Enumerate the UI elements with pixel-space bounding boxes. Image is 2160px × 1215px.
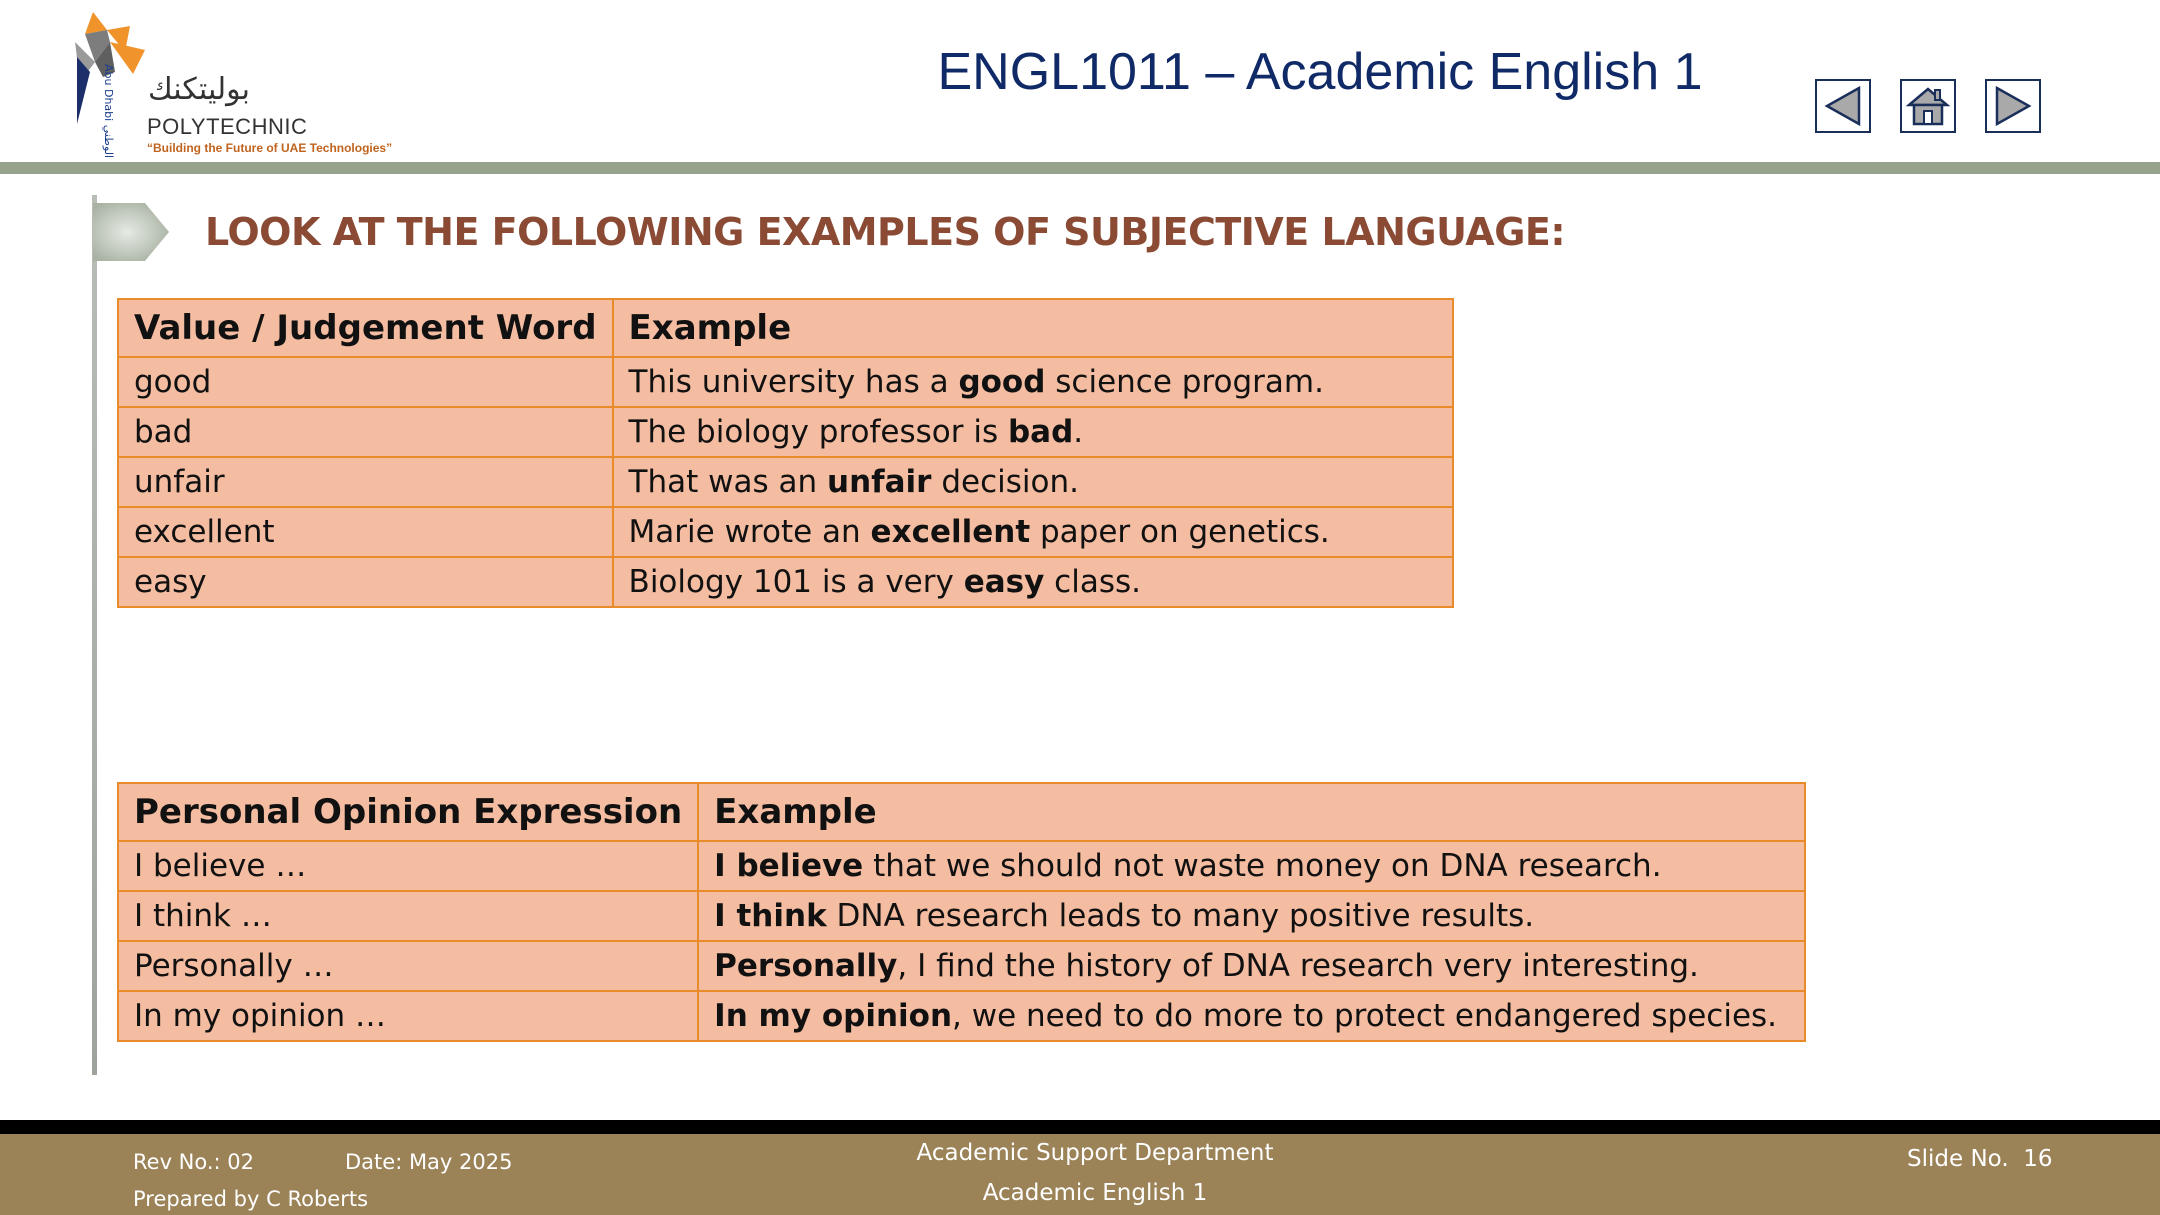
footer-bar [0, 1134, 2160, 1215]
revision-number: Rev No.: 02 [133, 1150, 255, 1174]
department-name: Academic Support Department [916, 1140, 1274, 1166]
word-cell: good [118, 357, 613, 407]
table-row [118, 357, 1453, 407]
example-cell: In my opinion, we need to do more to protect endangered species. [698, 991, 1805, 1041]
polytechnic-logo [55, 12, 393, 159]
example-cell: This university has a good science program. [613, 357, 1453, 407]
table-row [118, 991, 1805, 1041]
prepared-by: Prepared by C Roberts [133, 1187, 369, 1211]
previous-arrow-icon [1819, 83, 1867, 129]
personal-opinion-table [117, 782, 1806, 1042]
word-cell: easy [118, 557, 613, 607]
logo-arabic-text: بوليتكنك [148, 72, 250, 107]
example-cell: The biology professor is bad. [613, 407, 1453, 457]
left-accent-rule [92, 195, 97, 1075]
example-cell: That was an unfair decision. [613, 457, 1453, 507]
column-header: Value / Judgement Word [118, 299, 613, 357]
section-heading: LOOK AT THE FOLLOWING EXAMPLES OF SUBJECTIVE LANGUAGE: [205, 210, 1566, 254]
revision-date: Date: May 2025 [345, 1150, 513, 1174]
expression-cell: I think … [118, 891, 698, 941]
pennant-bullet-icon [93, 201, 173, 263]
logo-name: POLYTECHNIC [147, 114, 308, 139]
table-header-row [118, 299, 1453, 357]
slide-number: Slide No. 16 [1907, 1146, 2053, 1172]
table-row [118, 507, 1453, 557]
example-cell: Marie wrote an excellent paper on genetics. [613, 507, 1453, 557]
home-icon [1904, 83, 1952, 129]
logo-side-text: Abu Dhabi الوطني [102, 64, 115, 159]
table-row [118, 557, 1453, 607]
column-header: Personal Opinion Expression [118, 783, 698, 841]
home-button[interactable] [1900, 79, 1956, 133]
previous-slide-button[interactable] [1815, 79, 1871, 133]
table-row [118, 841, 1805, 891]
word-cell: excellent [118, 507, 613, 557]
table-row [118, 891, 1805, 941]
expression-cell: I believe … [118, 841, 698, 891]
word-cell: bad [118, 407, 613, 457]
table-row [118, 457, 1453, 507]
column-header: Example [698, 783, 1805, 841]
expression-cell: Personally … [118, 941, 698, 991]
column-header: Example [613, 299, 1453, 357]
example-cell: Personally, I find the history of DNA research very interesting. [698, 941, 1805, 991]
example-cell: Biology 101 is a very easy class. [613, 557, 1453, 607]
value-judgement-table [117, 298, 1454, 608]
next-arrow-icon [1989, 83, 2037, 129]
word-cell: unfair [118, 457, 613, 507]
table-row [118, 407, 1453, 457]
table-header-row [118, 783, 1805, 841]
next-slide-button[interactable] [1985, 79, 2041, 133]
expression-cell: In my opinion … [118, 991, 698, 1041]
page-title: ENGL1011 – Academic English 1 [937, 43, 1703, 101]
course-name: Academic English 1 [982, 1180, 1208, 1206]
example-cell: I believe that we should not waste money on DNA research. [698, 841, 1805, 891]
header-divider [0, 162, 2160, 174]
footer-top-border [0, 1120, 2160, 1134]
table-row [118, 941, 1805, 991]
example-cell: I think DNA research leads to many positive results. [698, 891, 1805, 941]
logo-tagline: “Building the Future of UAE Technologies” [147, 141, 393, 155]
